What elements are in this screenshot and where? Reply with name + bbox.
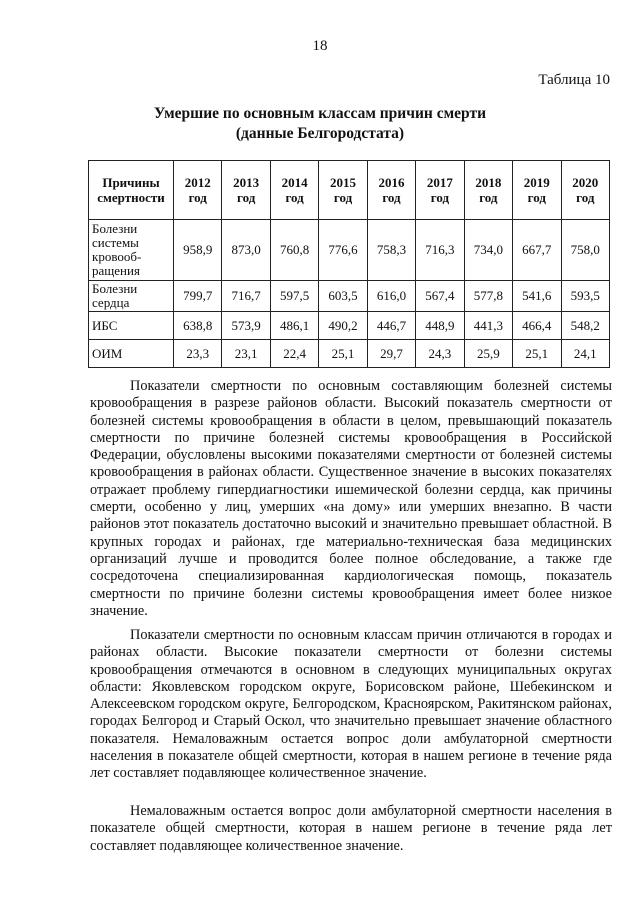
header-year: 2016 год [367,161,415,220]
header-year: 2013 год [222,161,270,220]
table-cell: 873,0 [222,220,270,281]
table-cell: 734,0 [464,220,512,281]
table-cell: 466,4 [513,312,561,340]
table-cell: 573,9 [222,312,270,340]
table-cell: 548,2 [561,312,610,340]
table-cell: 758,0 [561,220,610,281]
row-cause: Болезни сердца [89,281,174,312]
table-row [89,312,610,340]
page-number: 18 [312,38,328,54]
table-cell: 22,4 [270,340,318,368]
table-title-line-1: Умершие по основным классам причин смерти [154,105,486,122]
body-paragraph-1 [90,378,612,620]
header-year: 2018 год [464,161,512,220]
table-cell: 448,9 [416,312,464,340]
table-cell: 29,7 [367,340,415,368]
header-cause: Причины смертности [89,161,174,220]
paragraph-text: Показатели смертности по основным классам причин отличаются в городах и районах области. Высокие показатели смертности от болезни системы кровообращения отмечаются в основном в следующих муниципальных округах области: Яковлевском городском округе, Борисовском районе, Шебекинском и Алексеевском городском округе, Белгородском, Красноярском, Ракитянском районах, городах Белгород и Старый Оскол, что значительно превышает значение областного показателя. Немаловажным остается вопрос доли амбулаторной смертности населения в показателе общей смертности, которая в нашем регионе в течение ряда лет составляет подавляющее количественное значение. [90,627,612,782]
table-cell: 593,5 [561,281,610,312]
table-cell: 25,1 [513,340,561,368]
table-cell: 490,2 [319,312,367,340]
table-cell: 776,6 [319,220,367,281]
table-cell: 603,5 [319,281,367,312]
table-cell: 446,7 [367,312,415,340]
table-cell: 25,1 [319,340,367,368]
header-year: 2014 год [270,161,318,220]
table-title-line-2: (данные Белгородстата) [235,125,405,142]
table-cell: 667,7 [513,220,561,281]
header-year: 2017 год [416,161,464,220]
table-cell: 441,3 [464,312,512,340]
header-year: 2019 год [513,161,561,220]
table-cell: 760,8 [270,220,318,281]
table-header-row [89,161,610,220]
table-cell: 716,3 [416,220,464,281]
header-year: 2015 год [319,161,367,220]
row-cause: Болезни системы кровооб-ращения [89,220,174,281]
table-label: Таблица 10 [538,72,610,88]
row-cause: ОИМ [89,340,174,368]
header-year: 2012 год [174,161,222,220]
table-cell: 577,8 [464,281,512,312]
body-paragraph-3 [90,803,612,855]
table-cell: 23,1 [222,340,270,368]
table-cell: 716,7 [222,281,270,312]
table-row [89,340,610,368]
table-cell: 799,7 [174,281,222,312]
table-cell: 597,5 [270,281,318,312]
table-cell: 23,3 [174,340,222,368]
table-cell: 638,8 [174,312,222,340]
table-row [89,220,610,281]
body-paragraph-2 [90,627,612,783]
table-cell: 567,4 [416,281,464,312]
row-cause: ИБС [89,312,174,340]
table-title [0,104,640,144]
table-cell: 541,6 [513,281,561,312]
table-cell: 616,0 [367,281,415,312]
table-cell: 758,3 [367,220,415,281]
header-year: 2020 год [561,161,610,220]
table-cell: 25,9 [464,340,512,368]
table-cell: 958,9 [174,220,222,281]
table-cell: 24,1 [561,340,610,368]
paragraph-text: Немаловажным остается вопрос доли амбулаторной смертности населения в показателе общей смертности, которая в нашем регионе в течение ряда лет составляет подавляющее количественное значение. [90,803,612,854]
table-row [89,281,610,312]
table-cell: 24,3 [416,340,464,368]
paragraph-text: Показатели смертности по основным составляющим болезней системы кровообращения в разрезе районов области. Высокий показатель смертности от болезней системы кровообращения в области в целом, превышающий показатель смертности по причине болезней системы кровообращения в Российской Федерации, обусловлены высокими показателями смертности от болезней системы кровообращения в районах области. Существенное значение в высоких показателях отражает проблему гипердиагностики ишемической болезни сердца, как причины смерти, особенно у лиц, умерших «на дому» или умерших внезапно. В части районов этот показатель достаточно высокий и значительно превышает областной. В крупных городах и районах, где материально-техническая база медицинских организаций лучше и проводится более полное обследование, а также где сосредоточена специализированная кардиологическая помощь, показатель смертности по причине болезни системы кровообращения имеет более низкое значение. [90,378,612,619]
table-cell: 486,1 [270,312,318,340]
mortality-table [88,160,610,368]
